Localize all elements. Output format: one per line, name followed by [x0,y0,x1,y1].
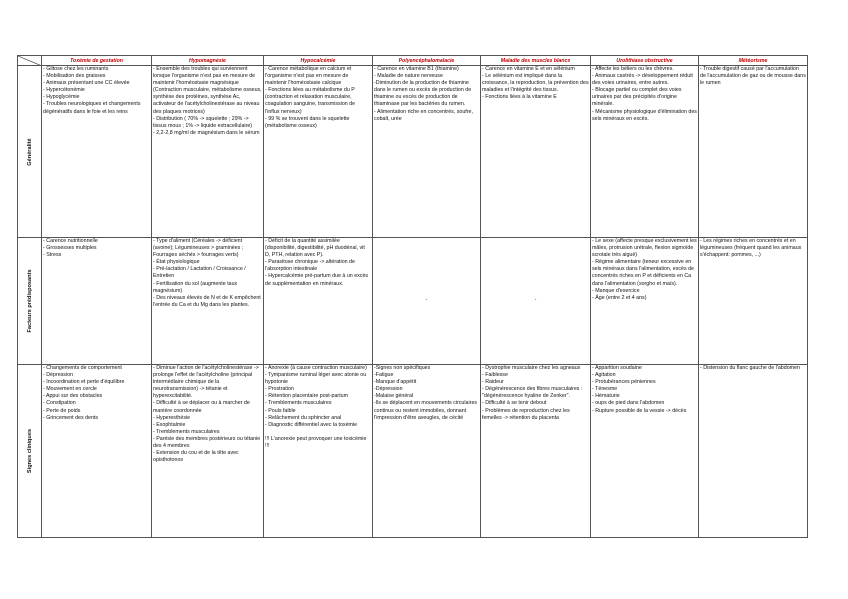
table-cell: - Le sexe (affecte presque exclusivement les mâles, protrusion urétrale, flexion sigmoïde scrotale très aiguë) - Régime alimentaire (teneur excessive en sels minéraux dans l'alimentation, excès de concentrés riches en P et déficients en Ca dans l'alimentation (sorgho et maïs). - Manque d'exercice - Âge (entre 2 et 4 ans) [591,238,699,365]
table-cell: - Ensemble des troubles qui surviennent lorsque l'organisme n'est pas en mesure de maintenir l'homéostasie magnésique (Contraction musculaire, métabolisme osseux, synthèse des protéines, synthèse Ac, activateur de l'acétylcholinestérase au niveau des plaques motrices) - Distribution ( 70% -> squelette ; 29% -> tissus mous ; 1% -> liquide extracellulaire) - 2,2-2,8 mg/ml de magnésium dans le sérum [152,66,264,238]
row-label: Généralité [26,137,33,166]
table-cell: - [481,238,591,365]
corner-cell [18,56,42,66]
table-cell: - Apparition soudaine - Agitation - Protubérances péniennes - Ténesme - Hématurie - oups de pied dans l'abdomen - Rupture possible de la vessie -> décès [591,365,699,538]
table-row [18,365,808,538]
table-cell: - Les régimes riches en concentrés et en légumineuses (fréquent quand les animaux s'échappent: pommes, ...) [699,238,808,365]
table-row [18,238,808,365]
row-header [18,66,42,238]
table-cell: - Distension du flanc gauche de l'abdomen [699,365,808,538]
table-row [18,66,808,238]
table-cell: - Giltose chez les ruminants - Mobilisation des graisses - Animaux présentant une CC élevée - Hypercétonémie - Hypoglycémie - Troubles neurologiques et changements dégénératifs dans le foie et les reins [42,66,152,238]
header-row [18,56,808,66]
column-header: Urolithiase obstructive [591,56,699,66]
table-cell: - Carence en vitamine B1 (thiamine) - Maladie de nature nerveuse -Diminution de la production de thiamine dans le rumen ou excès de production de thiamine ou excès de production de thiaminase par les bactéries du rumen. - Alimentation riche en concentrés, soufre, cobalt, urée [373,66,481,238]
column-header: Météorisme [699,56,808,66]
table-cell: - Diminue l'action de l'acétylcholinestérase -> prolonge l'effet de l'acétylcholine (principal intermédiaire chimique de la neurotransmission) -> tétanie et hyperexcitabilité. - Difficulté à se déplacer ou à marcher de manière coordonnée - Hyperesthésie - Exophtalmie - Tremblements musculaires - Parésie des membres postérieurs ou tétanie des 4 membres - Extension du cou et de la tête avec opisthotonos [152,365,264,538]
table-cell: - Carence en vitamine E et en sélénium - Le sélénium est impliqué dans la croissance, la reproduction, la prévention des maladies et l'intégrité des tissus. - Fonctions liées à la vitamine E [481,66,591,238]
column-header: Hypocalcémie [264,56,373,66]
table-cell: - Changements de comportement - Dépression - Incoordination et perte d'équilibre - Mouvement en cercle - Appui sur des obstacles - Constipation - Perte de poids - Grincement des dents [42,365,152,538]
table-cell: - Dystrophie musculaire chez les agneaux - Faiblesse - Raideur - Dégénérescence des fibres musculaires : "dégénérescence hyaline de Zenker". - Difficulté à se tenir debout - Problèmes de reproduction chez les femelles -> rétention du placenta [481,365,591,538]
row-label: Facteurs prédisposants [26,269,33,333]
disease-table [17,55,808,538]
row-header [18,238,42,365]
table-cell: -Signes non spécifiques -Fatigue -Manque d'appétit -Dépression -Malaise général -Ils se déplacent en mouvements circulaires continus ou restent immobiles, donnant l'impression d'être aveugles, de cécité [373,365,481,538]
column-header: Polyencéphalomalacie [373,56,481,66]
column-header: Toxémie de gestation [42,56,152,66]
table-cell: - Affecte les béliers ou les chèvres. - Animaux castrés -> développement réduit des voies urinaires, entre autres. - Blocage partiel ou complet des voies urinaires par des précipités d'origine minérale. - Mécanisme physiologique d'élimination des sels minéraux en excès. [591,66,699,238]
table-cell: - [373,238,481,365]
table-cell: - Trouble digestif causé par l'accumulation de l'accumulation de gaz ou de mousse dans le rumen [699,66,808,238]
table-cell: - Déficit de la quantité assimilée (disponibilité, digestibilité, pH duodénal, vit D, PTH, relation avec P). - Parasitose chronique -> altération de l'absorption intestinale - Hypercalcémie pré-partum due à un excès de supplémentation en minéraux. [264,238,373,365]
column-header: Hypomagnésie [152,56,264,66]
table-cell: - Anorexie (à cause contraction musculaire) - Tympanisme ruminal léger avec atonie ou hypotonie - Prostration - Rétention placentaire post-partum - Tremblements musculaires - Pouls faible - Relâchement du sphincter anal - Diagnostic différentiel avec la toxémie !!! L'anorexie peut provoquer une toxicémie !!! [264,365,373,538]
row-header [18,365,42,538]
table-cell: - Carence nutritionnelle - Grossesses multiples - Stress [42,238,152,365]
row-label: Signes cliniques [26,428,33,474]
table-cell: - Carence métabolique en calcium et l'organisme n'est pas en mesure de maintenir l'homéostasie calcique - Fonctions liées au métabolisme du P (contraction et relaxation musculaire, coagulation sanguine, transmission de l'influx nerveux) - 99 % se trouvent dans le squelette (métabolisme osseux) [264,66,373,238]
column-header: Maladie des muscles blancs [481,56,591,66]
table-cell: - Type d'aliment (Céréales -> déficient (avoine); Légumineuses > graminées ; Fourrages séchés > fourrages verts) - État physiologique - Pré-lactation / Lactation / Croissance / Entretien - Fertilisation du sol (augmente taux magnésium) - Des niveaux élevés de N et de K empêchent l'entrée du Ca et du Mg dans les plantes. [152,238,264,365]
